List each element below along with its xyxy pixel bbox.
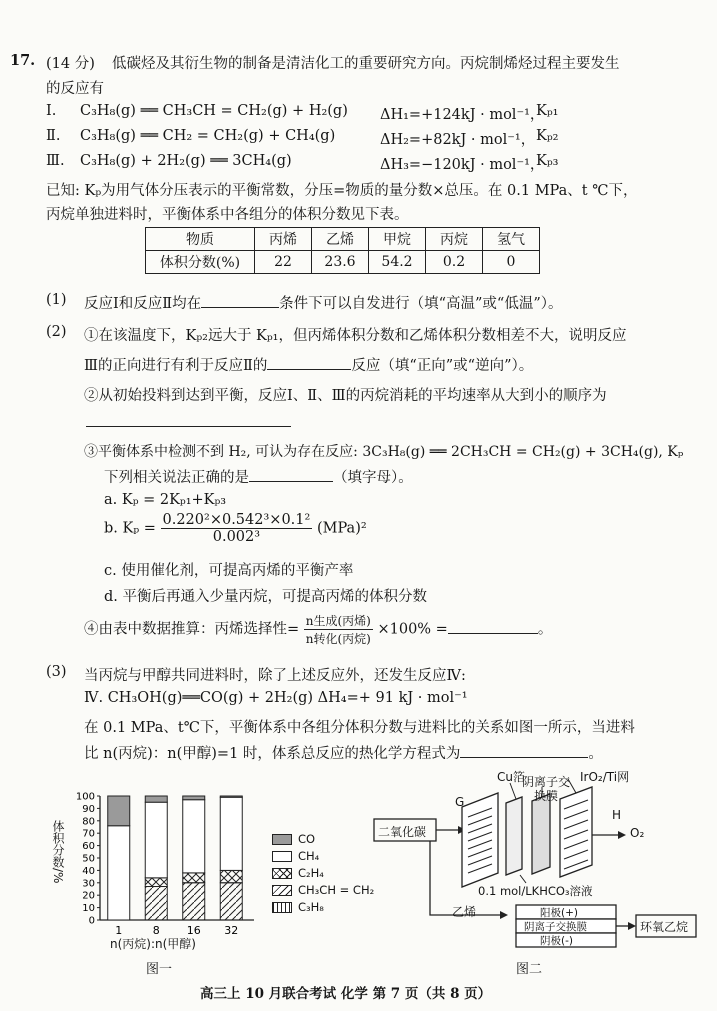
- q1-text: [84, 292, 563, 313]
- reaction-constant: Kₚ₂: [536, 128, 559, 144]
- y-tick-label: 70: [82, 828, 95, 840]
- q3-answer-blank[interactable]: [460, 743, 588, 758]
- option-c: c. 使用催化剂，可提高丙烯的平衡产率: [104, 563, 354, 579]
- selectivity-numerator: n生成(丙烯): [305, 614, 371, 628]
- question-number: 17.: [10, 52, 36, 69]
- legend-label: CH₃CH = CH₂: [298, 883, 375, 897]
- q3-line-2: Ⅳ. CH₃OH(g)══CO(g) + 2H₂(g) ΔH₄=+ 91 kJ · mol⁻¹: [84, 690, 468, 706]
- q2-number: (2): [46, 324, 67, 340]
- y-tick-label: 50: [82, 853, 95, 865]
- table-header-cell: 乙烯: [312, 228, 369, 251]
- table-header-cell: 物质: [146, 228, 255, 251]
- legend-item: [272, 832, 315, 846]
- option-b-denominator: 0.002³: [212, 529, 261, 545]
- legend-label: CH₄: [298, 849, 320, 863]
- product-label: 环氧乙烷: [640, 920, 689, 934]
- q2-part3-post: （填字母）。: [333, 470, 413, 486]
- reaction-constant: Kₚ₃: [536, 153, 559, 169]
- y-tick-label: 100: [75, 791, 95, 803]
- q2-part3-line2: [104, 466, 413, 487]
- chart-xlabel: n(丙烷):n(甲醇): [110, 937, 196, 951]
- reaction-number: Ⅲ.: [46, 153, 65, 169]
- x-tick-label: 1: [115, 924, 123, 937]
- reaction-equation: C₃H₈(g) + 2H₂(g) ══ 3CH₄(g): [80, 153, 292, 169]
- q3-line-4-post: 。: [588, 746, 603, 762]
- reaction-equation: C₃H₈(g) ══ CH₃CH = CH₂(g) + H₂(g): [80, 103, 348, 119]
- q2-part3-line1: ③平衡体系中检测不到 H₂, 可认为存在反应: 3C₃H₈(g) ══ 2CH₃CH = CH₂(g) + 3CH₄(g), Kₚ: [84, 444, 684, 460]
- q3-number: (3): [46, 664, 67, 680]
- bar-segment: [145, 802, 167, 878]
- selectivity-denominator: n转化(丙烷): [305, 632, 371, 646]
- reaction-number: Ⅱ.: [46, 128, 61, 144]
- label-g: G: [455, 795, 465, 809]
- table-cell: 22: [255, 251, 312, 274]
- reaction-enthalpy: ΔH₂=+82kJ · mol⁻¹，: [380, 132, 536, 148]
- q2-part1-post: 反应（填“正向”或“逆向”）。: [351, 358, 534, 374]
- y-tick-label: 90: [82, 803, 95, 815]
- question-score: (14 分): [46, 56, 95, 72]
- known-line-1: 已知: Kₚ为用气体分压表示的平衡常数，分压=物质的量分数×总压。在 0.1 MPa、t ℃下，: [46, 183, 638, 199]
- bar-segment: [183, 796, 205, 800]
- bar-segment: [108, 796, 130, 826]
- q2-part1-line1: ①在该温度下，Kₚ₂远大于 Kₚ₁，但丙烯体积分数和乙烯体积分数相差不大，说明反应: [84, 328, 627, 344]
- reaction-enthalpy: ΔH₁=+124kJ · mol⁻¹，: [380, 107, 545, 123]
- q2-part1-line2: [84, 354, 533, 375]
- label-h: H: [612, 808, 622, 822]
- q1-number: (1): [46, 292, 67, 308]
- x-tick-label: 16: [186, 924, 201, 937]
- solution-label: 0.1 mol/LKHCO₃溶液: [478, 884, 593, 898]
- legend-swatch: [272, 834, 292, 845]
- q2-part4-line: [84, 612, 552, 647]
- table-header-cell: 甲烷: [369, 228, 426, 251]
- reaction-enthalpy: ΔH₃=−120kJ · mol⁻¹，: [380, 157, 545, 173]
- intro-line-2: 的反应有: [46, 81, 104, 97]
- o2-arrowhead: [618, 831, 626, 839]
- bar-segment: [220, 870, 242, 882]
- reaction-equation: C₃H₈(g) ══ CH₂ = CH₂(g) + CH₄(g): [80, 128, 336, 144]
- q2-part4-post: ×100% =: [377, 621, 448, 638]
- q3-line-4: [84, 742, 603, 763]
- cu-foil: [506, 797, 522, 875]
- membrane-top: [532, 794, 550, 874]
- page-footer: 高三上 10 月联合考试 化学 第 7 页（共 8 页）: [200, 986, 492, 1002]
- q2-part4-end: 。: [537, 621, 553, 638]
- q1-text-pre: 反应Ⅰ和反应Ⅱ均在: [84, 296, 202, 312]
- y-tick-label: 30: [82, 878, 95, 890]
- bar-segment: [183, 873, 205, 883]
- q2-part2-answer-blank[interactable]: [86, 412, 296, 431]
- option-b-numerator: 0.220²×0.542³×0.1²: [162, 512, 311, 528]
- q2-part2-line: ②从初始投料到达到平衡，反应Ⅰ、Ⅱ、Ⅲ的丙烷消耗的平均速率从大到小的顺序为: [84, 388, 607, 404]
- bar-segment: [145, 887, 167, 920]
- y-tick-label: 60: [82, 841, 95, 853]
- chart-ylabel: 体积分数/%: [51, 820, 65, 884]
- legend-label: C₃H₈: [298, 900, 324, 914]
- option-d: d. 平衡后再通入少量丙烷，可提高丙烯的体积分数: [104, 589, 427, 605]
- legend-swatch: [272, 851, 292, 862]
- ethylene-label: 乙烯: [452, 905, 477, 919]
- table-header-cell: 丙烯: [255, 228, 312, 251]
- table-cell: 体积分数(%): [146, 251, 255, 274]
- table-row: [146, 251, 540, 274]
- membrane-bottom-label: 阴离子交换膜: [524, 921, 587, 933]
- legend-label: C₂H₄: [298, 866, 324, 880]
- legend-item: [272, 849, 319, 863]
- anode-label: 阳极(+): [540, 907, 578, 919]
- ethylene-arrowhead: [500, 911, 508, 919]
- option-b-post: (MPa)²: [316, 520, 367, 537]
- table-cell: 0.2: [426, 251, 483, 274]
- product-arrowhead: [628, 922, 636, 930]
- q1-text-post: 条件下可以自发进行（填“高温”或“低温”）。: [279, 296, 563, 312]
- legend-item: [272, 900, 324, 914]
- bar-segment: [145, 878, 167, 887]
- option-a: a. Kₚ = 2Kₚ₁+Kₚ₃: [104, 492, 227, 508]
- selectivity-fraction: [304, 612, 373, 647]
- q2-part1-answer-blank[interactable]: [267, 355, 351, 370]
- q2-part3-answer-blank[interactable]: [249, 467, 333, 482]
- option-b-fraction: [161, 512, 313, 545]
- legend-item: [272, 883, 374, 897]
- y-tick-label: 80: [82, 816, 95, 828]
- q2-part2-blank-line: [86, 412, 291, 427]
- option-b: [104, 512, 367, 545]
- bar-segment: [220, 883, 242, 920]
- y-tick-label: 40: [82, 865, 95, 877]
- legend-label: CO: [298, 832, 316, 846]
- x-tick-label: 32: [224, 924, 239, 937]
- membrane-top-label: 阴离子交换膜: [522, 775, 571, 803]
- reaction-constant: Kₚ₁: [536, 103, 559, 119]
- x-tick-label: 8: [152, 924, 160, 937]
- q3-line-1: 当丙烷与甲醇共同进料时，除了上述反应外，还发生反应Ⅳ:: [84, 668, 466, 684]
- q2-part4-answer-blank[interactable]: [448, 619, 538, 634]
- electrode-g: [462, 793, 498, 887]
- bar-segment: [220, 797, 242, 870]
- legend-swatch: [272, 902, 292, 913]
- table-cell: 54.2: [369, 251, 426, 274]
- y-tick-label: 10: [82, 903, 95, 915]
- table-header-cell: 氢气: [483, 228, 540, 251]
- legend-item: [272, 866, 324, 880]
- iro2-label: IrO₂/Ti网: [580, 770, 630, 784]
- composition-table: [145, 227, 540, 274]
- bar-segment: [183, 800, 205, 873]
- bar-segment: [183, 883, 205, 920]
- reaction-number: Ⅰ.: [46, 103, 57, 119]
- q2-part3-pre: 下列相关说法正确的是: [104, 470, 249, 486]
- table-cell: 0: [483, 251, 540, 274]
- co2-label: 二氧化碳: [378, 825, 427, 839]
- table-header-cell: 丙烷: [426, 228, 483, 251]
- y-tick-label: 20: [82, 890, 95, 902]
- table-cell: 23.6: [312, 251, 369, 274]
- bar-segment: [108, 826, 130, 920]
- q2-part1-pre: Ⅲ的正向进行有利于反应Ⅱ的: [84, 358, 268, 374]
- q2-part4-pre: ④由表中数据推算：丙烯选择性=: [84, 621, 300, 638]
- intro-line-1: 低碳烃及其衍生物的制备是清洁化工的重要研究方向。丙烷制烯烃过程主要发生: [112, 56, 620, 72]
- chart-title: 图一: [146, 962, 173, 977]
- y-tick-label: 0: [88, 915, 95, 927]
- bar-segment: [145, 796, 167, 802]
- cu-foil-label: Cu箔: [497, 770, 525, 784]
- cathode-label: 阴极(-): [540, 935, 573, 947]
- table-header-row: [146, 228, 540, 251]
- q3-line-3: 在 0.1 MPa、t℃下，平衡体系中各组分体积分数与进料比的关系如图一所示，当进料: [84, 720, 635, 736]
- o2-label: O₂: [630, 826, 645, 840]
- q3-line-4-pre: 比 n(丙烷)：n(甲醇)=1 时，体系总反应的热化学方程式为: [84, 746, 461, 762]
- legend-swatch: [272, 868, 292, 879]
- option-b-pre: b. Kₚ =: [104, 520, 156, 537]
- known-line-2: 丙烷单独进料时，平衡体系中各组分的体积分数见下表。: [46, 207, 409, 223]
- legend-swatch: [272, 885, 292, 896]
- figure-2-title: 图二: [516, 962, 543, 977]
- q1-answer-blank[interactable]: [201, 293, 279, 308]
- bar-segment: [220, 796, 242, 797]
